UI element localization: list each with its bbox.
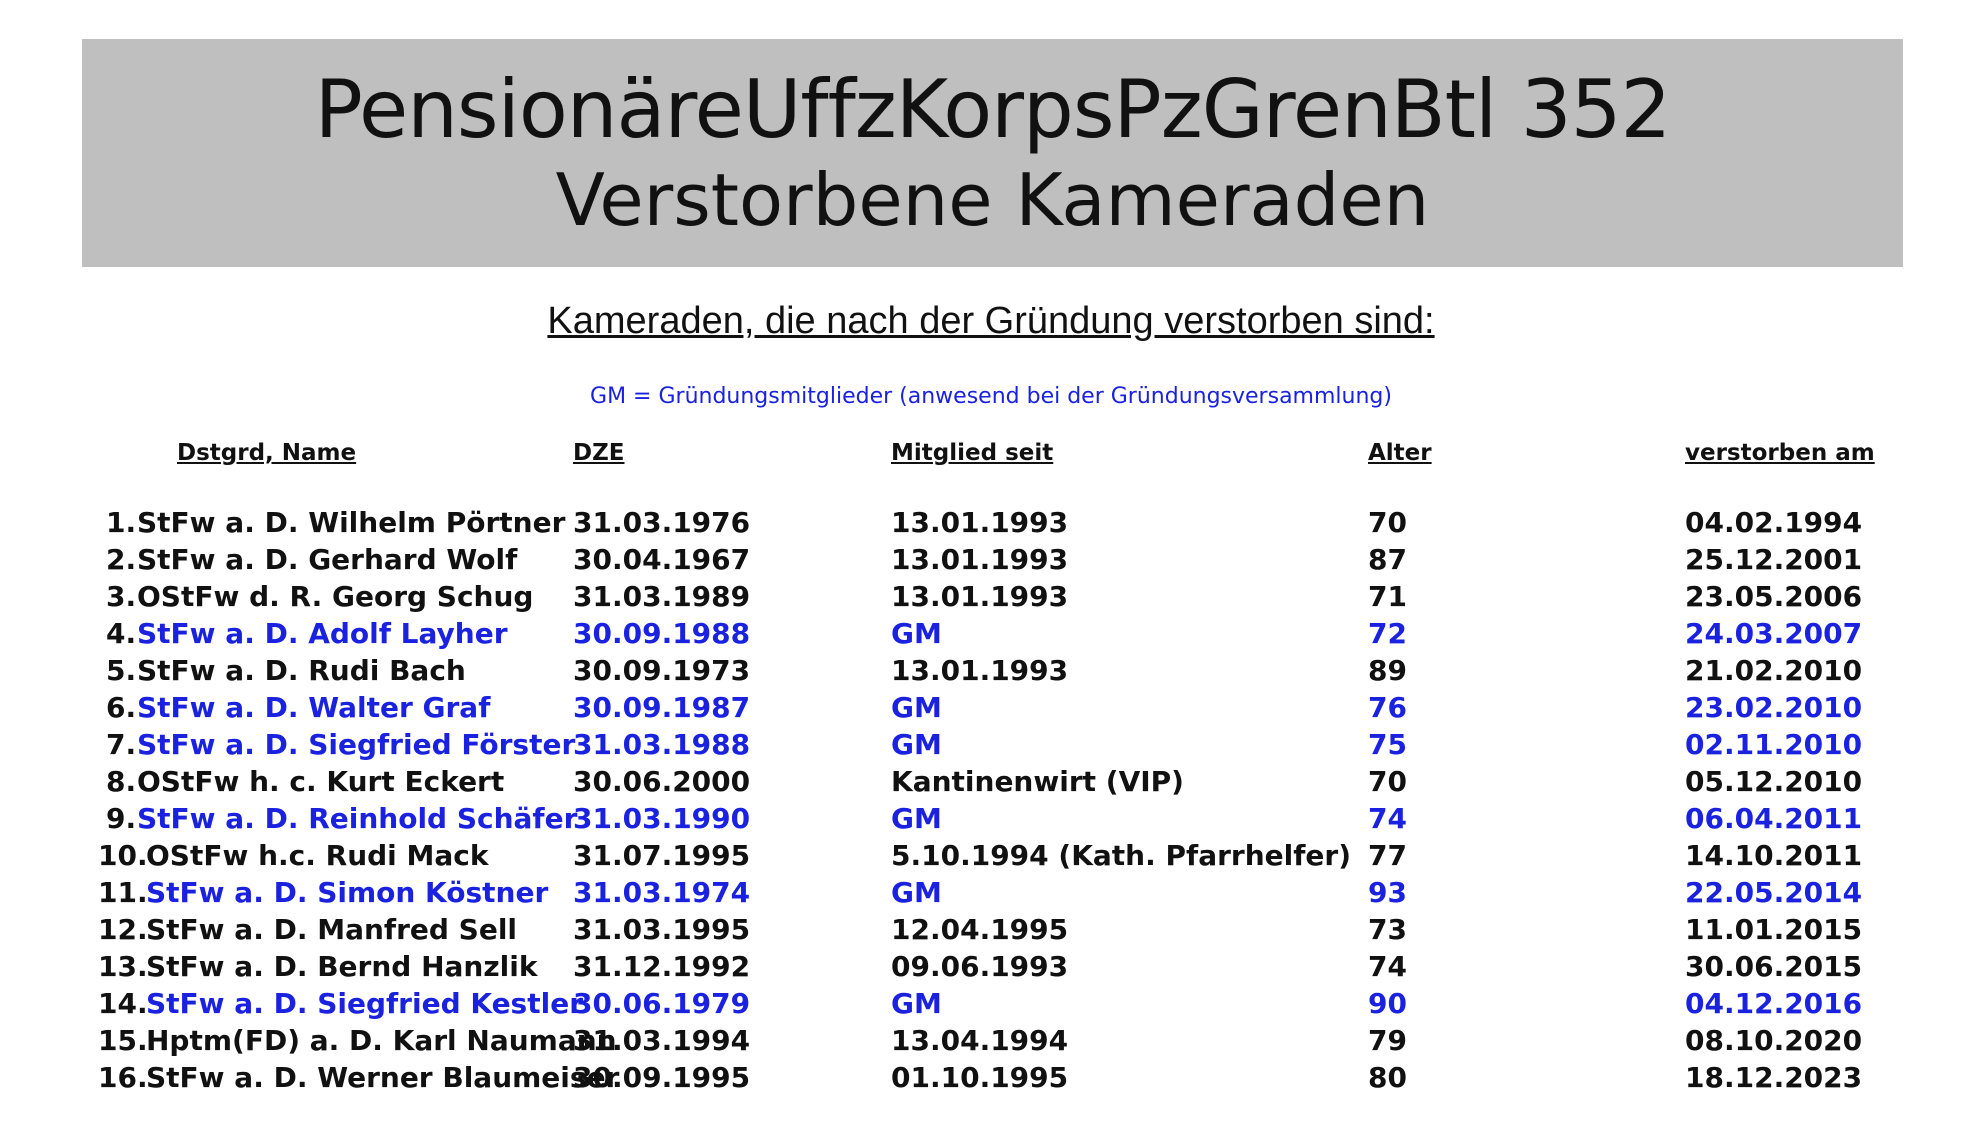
table-row xyxy=(0,1022,1982,1059)
cell-age: 76 xyxy=(1368,691,1407,724)
members-table xyxy=(0,504,1982,1096)
cell-age: 73 xyxy=(1368,913,1407,946)
cell-died: 02.11.2010 xyxy=(1685,728,1863,761)
cell-dze: 30.09.1987 xyxy=(573,691,751,724)
cell-member-since: 13.01.1993 xyxy=(891,654,1069,687)
cell-dze: 31.12.1992 xyxy=(573,950,751,983)
cell-name: StFw a. D. Rudi Bach xyxy=(137,654,466,687)
cell-died: 23.05.2006 xyxy=(1685,580,1863,613)
cell-age: 87 xyxy=(1368,543,1407,576)
cell-member-since: GM xyxy=(891,987,942,1020)
cell-number: 9. xyxy=(106,802,137,835)
cell-name: StFw a. D. Siegfried Förster xyxy=(137,728,576,761)
cell-name: StFw a. D. Wilhelm Pörtner xyxy=(137,506,566,539)
cell-member-since: 13.01.1993 xyxy=(891,506,1069,539)
cell-member-since: 13.01.1993 xyxy=(891,543,1069,576)
cell-age: 72 xyxy=(1368,617,1407,650)
cell-dze: 30.09.1973 xyxy=(573,654,751,687)
cell-number: 7. xyxy=(106,728,137,761)
cell-member-since: GM xyxy=(891,876,942,909)
cell-dze: 30.09.1995 xyxy=(573,1061,751,1094)
cell-number: 8. xyxy=(106,765,137,798)
cell-died: 22.05.2014 xyxy=(1685,876,1863,909)
cell-died: 25.12.2001 xyxy=(1685,543,1863,576)
cell-number: 5. xyxy=(106,654,137,687)
table-row xyxy=(0,689,1982,726)
table-row xyxy=(0,763,1982,800)
cell-died: 23.02.2010 xyxy=(1685,691,1863,724)
cell-age: 80 xyxy=(1368,1061,1407,1094)
table-row xyxy=(0,1059,1982,1096)
cell-died: 05.12.2010 xyxy=(1685,765,1863,798)
cell-name: StFw a. D. Gerhard Wolf xyxy=(137,543,518,576)
cell-number: 6. xyxy=(106,691,137,724)
cell-member-since: 5.10.1994 (Kath. Pfarrhelfer) xyxy=(891,839,1352,872)
column-header-member-since: Mitglied seit xyxy=(891,440,1054,466)
table-row xyxy=(0,800,1982,837)
cell-died: 04.02.1994 xyxy=(1685,506,1863,539)
cell-dze: 31.03.1988 xyxy=(573,728,751,761)
cell-member-since: Kantinenwirt (VIP) xyxy=(891,765,1184,798)
cell-dze: 30.06.1979 xyxy=(573,987,751,1020)
cell-died: 18.12.2023 xyxy=(1685,1061,1863,1094)
cell-name: StFw a. D. Reinhold Schäfer xyxy=(137,802,578,835)
cell-age: 77 xyxy=(1368,839,1407,872)
cell-number: 15. xyxy=(98,1024,148,1057)
cell-number: 14. xyxy=(98,987,148,1020)
cell-dze: 31.03.1995 xyxy=(573,913,751,946)
cell-member-since: 13.01.1993 xyxy=(891,580,1069,613)
cell-name: OStFw h. c. Kurt Eckert xyxy=(137,765,505,798)
column-header-dze: DZE xyxy=(573,440,625,466)
cell-number: 12. xyxy=(98,913,148,946)
cell-died: 14.10.2011 xyxy=(1685,839,1863,872)
cell-name: StFw a. D. Manfred Sell xyxy=(146,913,518,946)
cell-number: 16. xyxy=(98,1061,148,1094)
cell-age: 79 xyxy=(1368,1024,1407,1057)
cell-number: 3. xyxy=(106,580,137,613)
cell-name: StFw a. D. Simon Köstner xyxy=(146,876,549,909)
cell-dze: 30.04.1967 xyxy=(573,543,751,576)
cell-member-since: GM xyxy=(891,802,942,835)
cell-died: 24.03.2007 xyxy=(1685,617,1863,650)
cell-name: Hptm(FD) a. D. Karl Naumann xyxy=(146,1024,617,1057)
title-banner xyxy=(82,39,1903,267)
column-header-age: Alter xyxy=(1368,440,1432,466)
column-header-name: Dstgrd, Name xyxy=(177,440,357,466)
page-subtitle: Verstorbene Kameraden xyxy=(555,158,1430,242)
cell-died: 21.02.2010 xyxy=(1685,654,1863,687)
cell-member-since: 13.04.1994 xyxy=(891,1024,1069,1057)
cell-number: 1. xyxy=(106,506,137,539)
cell-name: StFw a. D. Werner Blaumeiser xyxy=(146,1061,620,1094)
cell-died: 06.04.2011 xyxy=(1685,802,1863,835)
cell-dze: 31.07.1995 xyxy=(573,839,751,872)
cell-dze: 31.03.1994 xyxy=(573,1024,751,1057)
cell-name: StFw a. D. Walter Graf xyxy=(137,691,491,724)
cell-age: 70 xyxy=(1368,765,1407,798)
cell-died: 30.06.2015 xyxy=(1685,950,1863,983)
cell-age: 90 xyxy=(1368,987,1407,1020)
gm-legend-note: GM = Gründungsmitglieder (anwesend bei der Gründungsversammlung) xyxy=(590,384,1392,409)
cell-died: 11.01.2015 xyxy=(1685,913,1863,946)
table-row xyxy=(0,504,1982,541)
cell-age: 70 xyxy=(1368,506,1407,539)
cell-member-since: GM xyxy=(891,691,942,724)
cell-dze: 30.09.1988 xyxy=(573,617,751,650)
table-row xyxy=(0,652,1982,689)
cell-dze: 31.03.1990 xyxy=(573,802,751,835)
table-row xyxy=(0,948,1982,985)
cell-age: 93 xyxy=(1368,876,1407,909)
cell-dze: 31.03.1974 xyxy=(573,876,751,909)
section-heading: Kameraden, die nach der Gründung verstorben sind: xyxy=(547,300,1435,342)
cell-member-since: GM xyxy=(891,728,942,761)
cell-name: OStFw h.c. Rudi Mack xyxy=(146,839,489,872)
cell-number: 2. xyxy=(106,543,137,576)
cell-number: 11. xyxy=(98,876,148,909)
table-row xyxy=(0,985,1982,1022)
cell-number: 13. xyxy=(98,950,148,983)
cell-age: 71 xyxy=(1368,580,1407,613)
cell-member-since: GM xyxy=(891,617,942,650)
cell-member-since: 09.06.1993 xyxy=(891,950,1069,983)
cell-name: StFw a. D. Bernd Hanzlik xyxy=(146,950,538,983)
cell-died: 08.10.2020 xyxy=(1685,1024,1863,1057)
table-row xyxy=(0,874,1982,911)
table-row xyxy=(0,837,1982,874)
table-row xyxy=(0,541,1982,578)
cell-member-since: 12.04.1995 xyxy=(891,913,1069,946)
column-header-died: verstorben am xyxy=(1685,440,1875,466)
cell-name: StFw a. D. Siegfried Kestler xyxy=(146,987,584,1020)
page-title: PensionäreUffzKorpsPzGrenBtl 352 xyxy=(314,63,1671,156)
cell-dze: 31.03.1989 xyxy=(573,580,751,613)
cell-name: StFw a. D. Adolf Layher xyxy=(137,617,508,650)
cell-age: 75 xyxy=(1368,728,1407,761)
cell-age: 74 xyxy=(1368,802,1407,835)
cell-age: 74 xyxy=(1368,950,1407,983)
cell-number: 4. xyxy=(106,617,137,650)
table-row xyxy=(0,726,1982,763)
table-row xyxy=(0,911,1982,948)
cell-dze: 31.03.1976 xyxy=(573,506,751,539)
cell-member-since: 01.10.1995 xyxy=(891,1061,1069,1094)
table-row xyxy=(0,578,1982,615)
cell-number: 10. xyxy=(98,839,148,872)
cell-age: 89 xyxy=(1368,654,1407,687)
cell-died: 04.12.2016 xyxy=(1685,987,1863,1020)
table-row xyxy=(0,615,1982,652)
cell-dze: 30.06.2000 xyxy=(573,765,751,798)
cell-name: OStFw d. R. Georg Schug xyxy=(137,580,534,613)
